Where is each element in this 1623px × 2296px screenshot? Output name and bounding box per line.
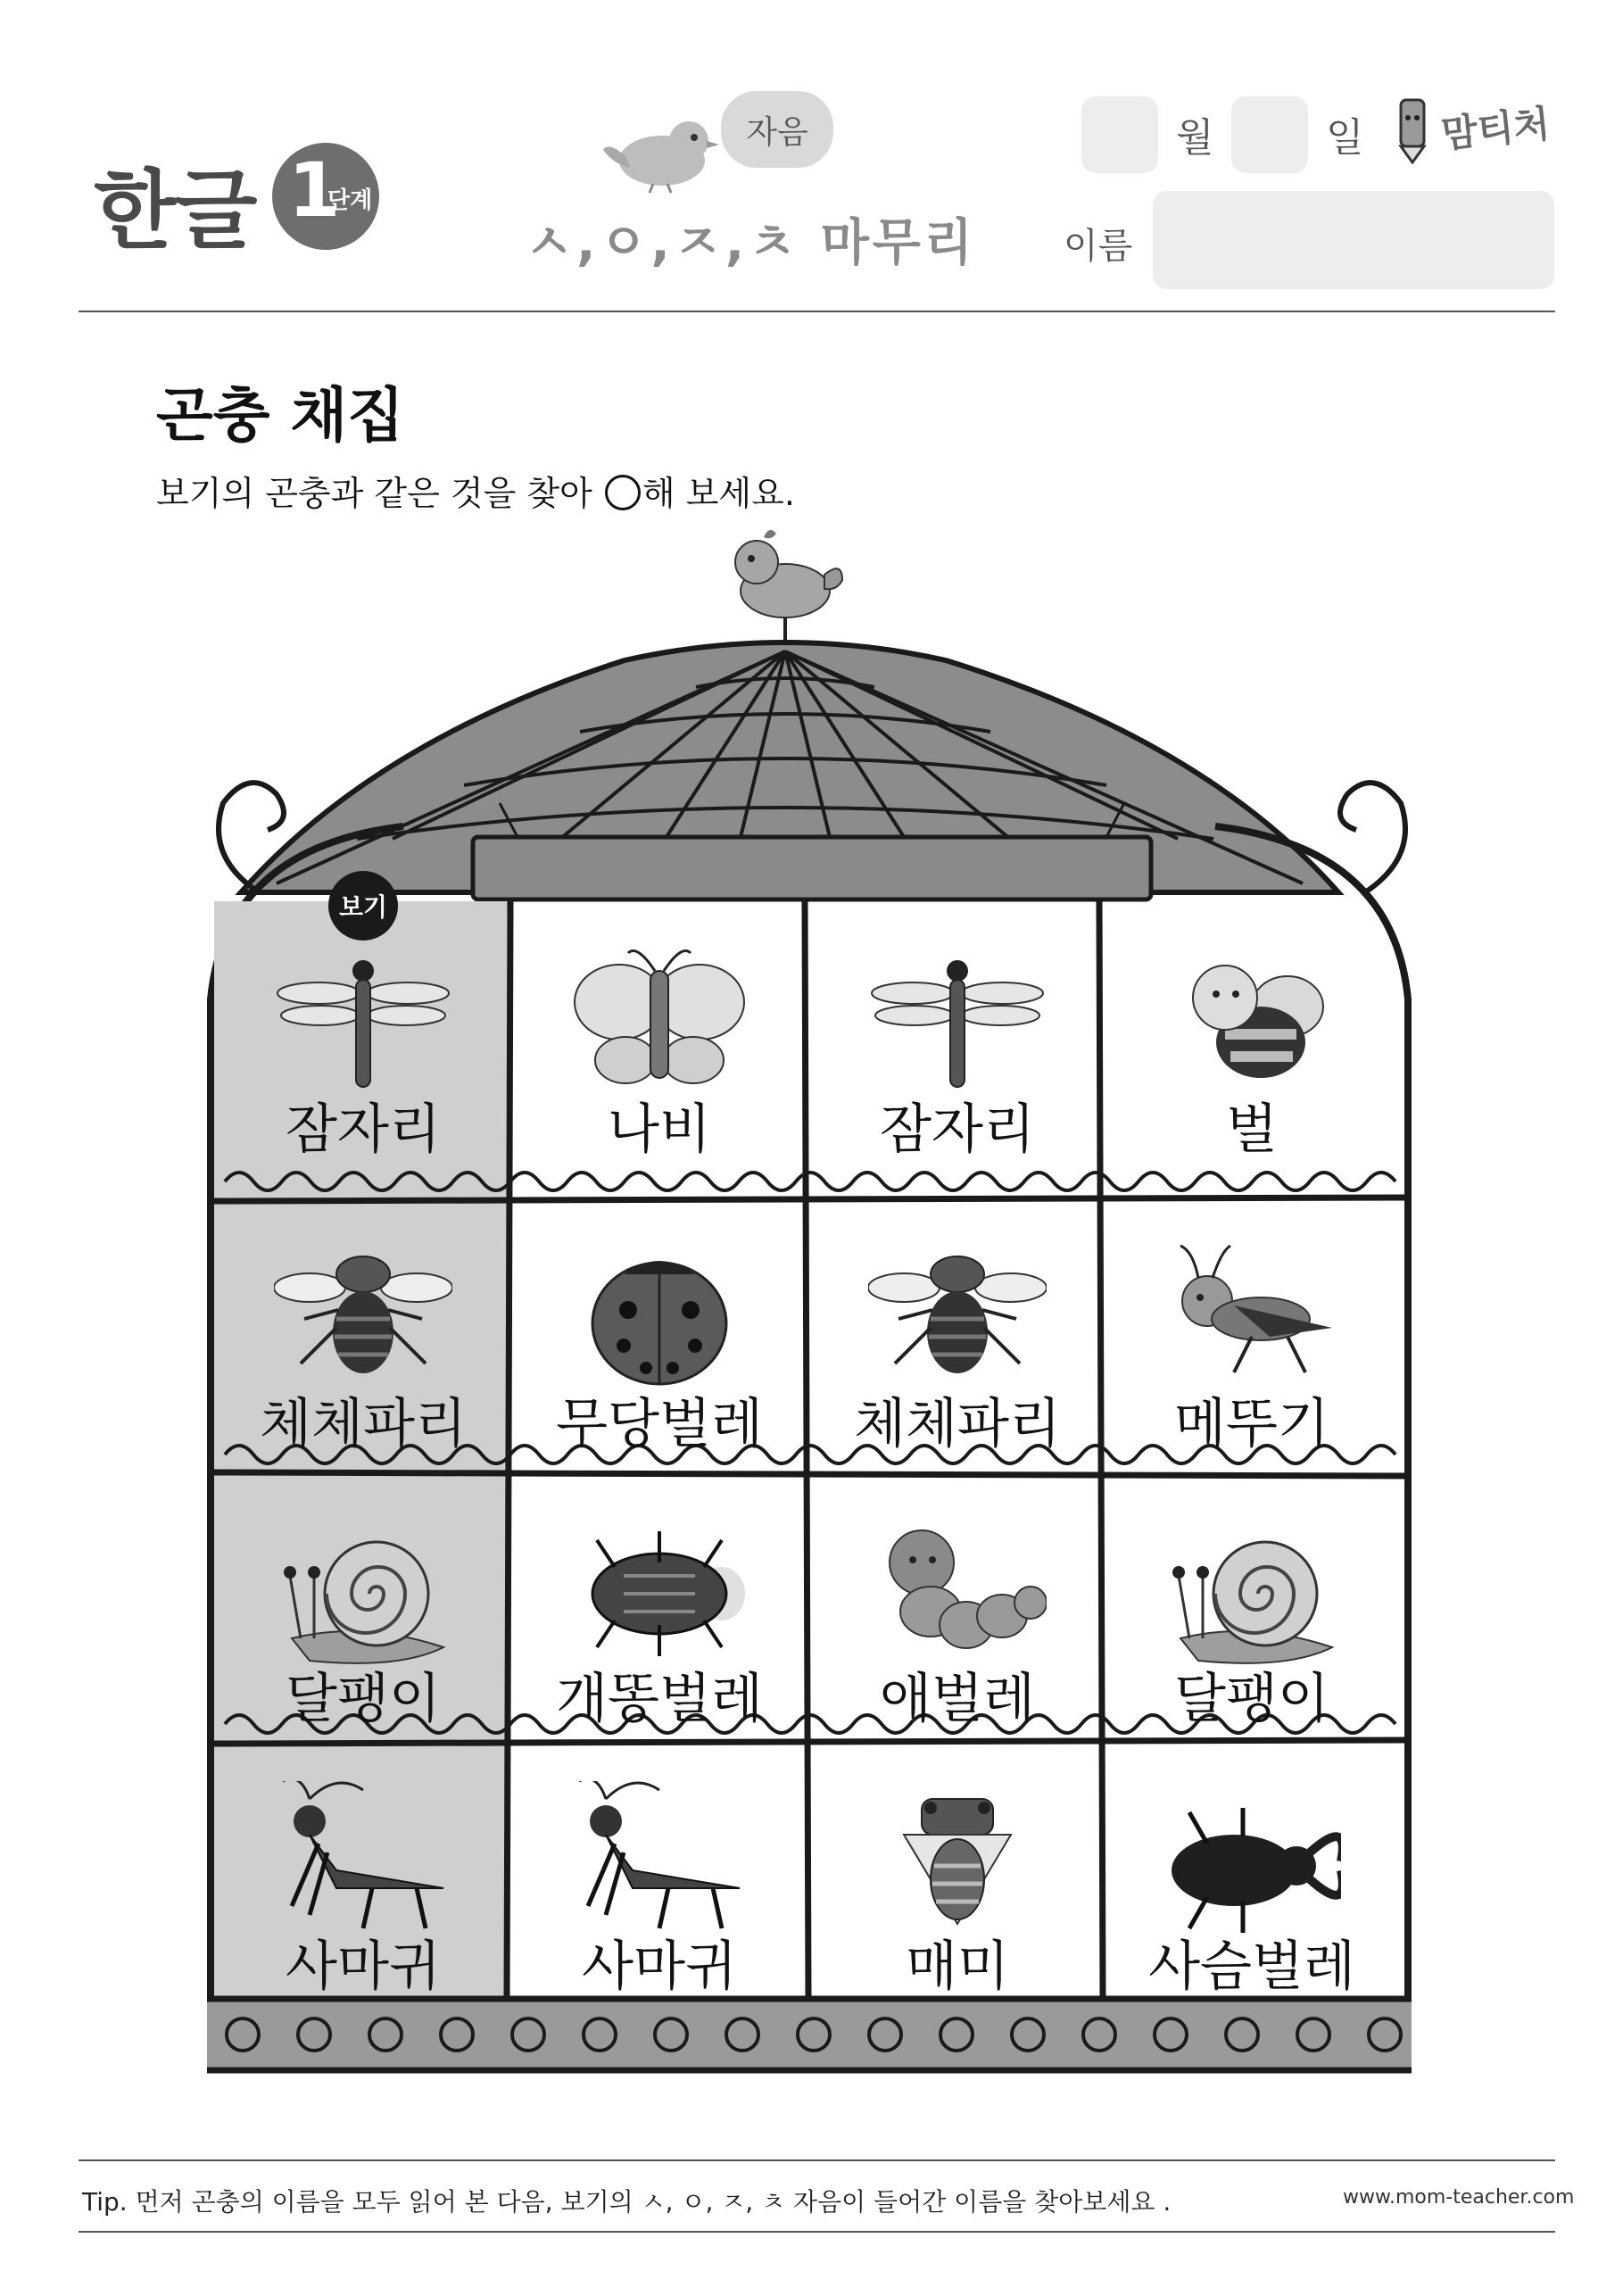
cage-grid [207, 821, 1412, 2079]
snail-icon [1163, 1513, 1341, 1665]
worksheet-title: 곤충 채집 [156, 381, 405, 450]
insect-card[interactable] [216, 1206, 510, 1474]
subject-pill: 자음 [721, 91, 833, 168]
caterpillar-icon [868, 1513, 1047, 1665]
tip-text: Tip. 먼저 곤충의 이름을 모두 읽어 본 다음, 보기의 ㅅ, ㅇ, ㅈ, ㅊ 자음이 들어간 이름을 찾아보세요 . [82, 2187, 1172, 2217]
level-number: 1 [288, 146, 341, 234]
ladybug-icon [570, 1239, 749, 1390]
insect-card[interactable] [512, 1481, 807, 1749]
snail-icon [274, 1513, 452, 1665]
top-bird-icon [735, 530, 842, 651]
fly-icon [868, 1239, 1047, 1390]
instruction [156, 466, 795, 515]
insect-label: 체체파리 [854, 1393, 1061, 1455]
insect-card[interactable] [810, 1749, 1105, 2017]
stag-beetle-icon [1163, 1781, 1341, 1933]
name-label: 이름 [1064, 226, 1133, 267]
insect-label: 메뚜기 [1174, 1393, 1329, 1455]
insect-label: 나비 [608, 1098, 711, 1161]
level-step: 단계 [327, 187, 373, 214]
pencil-mascot-icon [1388, 93, 1438, 164]
brand-title: 한글 [94, 161, 256, 261]
insect-label: 무당벌레 [556, 1393, 763, 1455]
insect-card[interactable] [512, 912, 807, 1180]
mantis-icon [570, 1781, 749, 1933]
insect-label: 애벌레 [880, 1668, 1035, 1730]
insect-card[interactable] [216, 912, 510, 1180]
firefly-icon [570, 1513, 749, 1665]
instruction-text-after: 해 보세요. [642, 474, 795, 513]
day-input[interactable] [1231, 96, 1308, 173]
dragonfly-icon [868, 944, 1047, 1096]
insect-card[interactable] [1105, 912, 1399, 1180]
cicada-icon [868, 1781, 1047, 1933]
insect-label: 달팽이 [1174, 1668, 1329, 1730]
insect-card[interactable] [1105, 1749, 1399, 2017]
insect-card[interactable] [216, 1481, 510, 1749]
day-label: 일 [1326, 115, 1364, 161]
month-input[interactable] [1081, 96, 1158, 173]
level-badge [272, 143, 379, 250]
circle-symbol-icon [605, 475, 641, 510]
footer-divider-top [79, 2159, 1555, 2161]
grasshopper-icon [1163, 1239, 1341, 1390]
insect-label: 벌 [1226, 1098, 1278, 1161]
insect-label: 잠자리 [286, 1098, 441, 1161]
insect-label: 체체파리 [260, 1393, 467, 1455]
insect-label: 사슴벌레 [1148, 1935, 1355, 1998]
insect-card[interactable] [216, 1749, 510, 2017]
instruction-text-before: 보기의 곤충과 같은 것을 찾아 [156, 474, 592, 513]
insect-label: 달팽이 [286, 1668, 441, 1730]
header-divider [79, 311, 1555, 312]
insect-label: 매미 [906, 1935, 1009, 1998]
insect-card[interactable] [512, 1206, 807, 1474]
insect-card[interactable] [1105, 1206, 1399, 1474]
insect-label: 잠자리 [880, 1098, 1035, 1161]
footer-divider-bottom [79, 2231, 1555, 2233]
bee-icon [1163, 944, 1341, 1096]
insect-card[interactable] [512, 1749, 807, 2017]
month-label: 월 [1176, 115, 1214, 161]
website-link[interactable]: www.mom-teacher.com [1343, 2186, 1575, 2209]
insect-label: 사마귀 [286, 1935, 441, 1998]
insect-card[interactable] [810, 1206, 1105, 1474]
logo-text: 맘티처 [1439, 101, 1553, 157]
insect-card[interactable] [1105, 1481, 1399, 1749]
unit-title: ㅅ,ㅇ,ㅈ,ㅊ 마무리 [525, 214, 976, 272]
name-field[interactable] [1153, 191, 1554, 289]
fly-icon [274, 1239, 452, 1390]
mantis-icon [274, 1781, 452, 1933]
dragonfly-icon [274, 944, 452, 1096]
example-badge: 보기 [328, 871, 398, 941]
insect-card[interactable] [810, 1481, 1105, 1749]
insect-label: 개똥벌레 [556, 1668, 763, 1730]
insect-label: 사마귀 [582, 1935, 737, 1998]
bird-icon [600, 105, 725, 195]
insect-card[interactable] [810, 912, 1105, 1180]
butterfly-icon [570, 944, 749, 1096]
